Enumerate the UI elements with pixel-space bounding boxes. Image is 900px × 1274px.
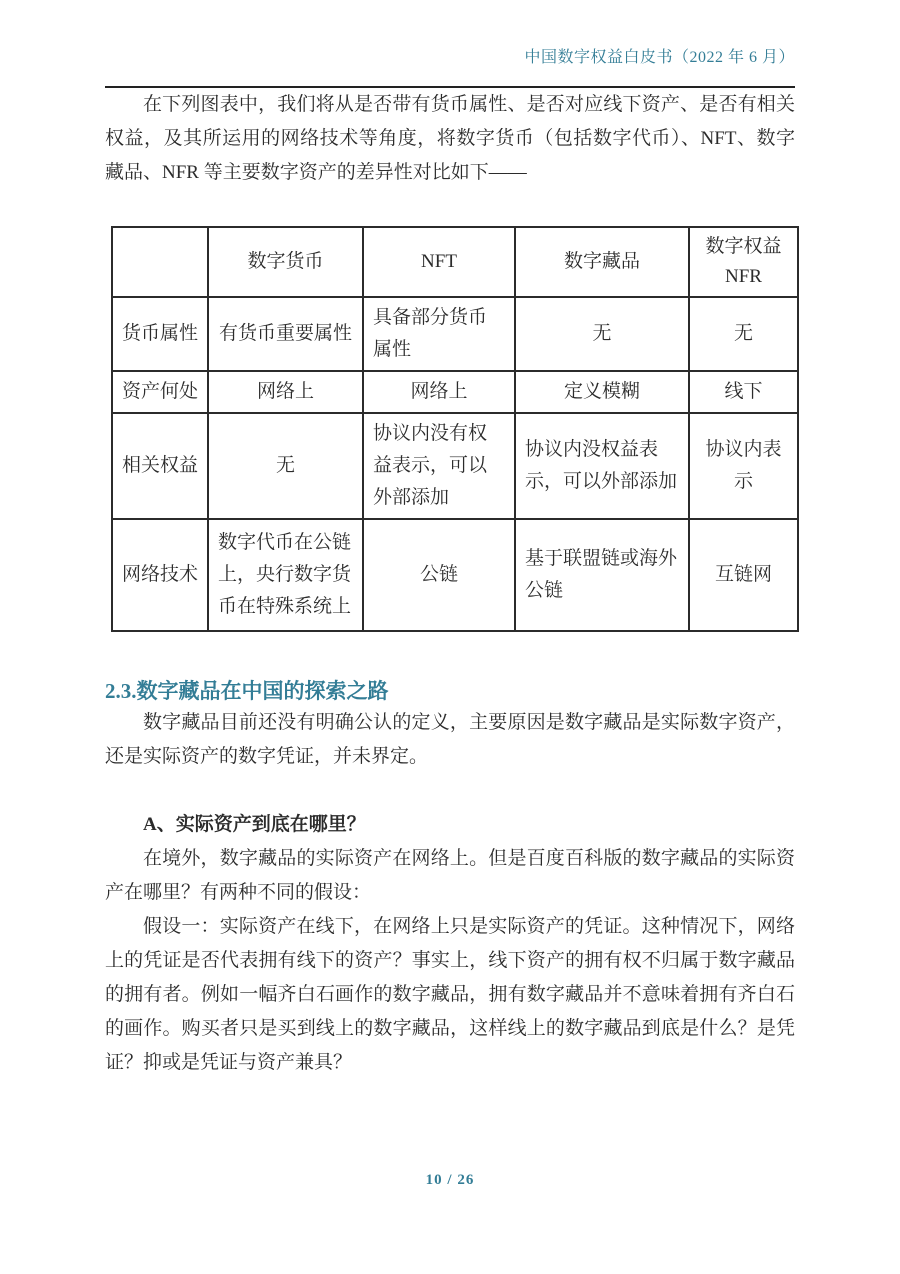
table-cell: 线下 — [689, 371, 798, 413]
table-cell: 无 — [515, 297, 689, 371]
table-header-row — [112, 227, 798, 297]
table-cell: 协议内没有权益表示，可以外部添加 — [363, 413, 515, 519]
corner-cell — [112, 227, 208, 297]
table-row — [112, 413, 798, 519]
table-cell: 数字代币在公链上，央行数字货币在特殊系统上 — [208, 519, 363, 631]
table-cell: 互链网 — [689, 519, 798, 631]
row-label-related-rights: 相关权益 — [112, 413, 208, 519]
table-cell: 协议内没权益表示，可以外部添加 — [515, 413, 689, 519]
column-header-nft: NFT — [363, 227, 515, 297]
table-cell: 公链 — [363, 519, 515, 631]
row-label-currency-attribute: 货币属性 — [112, 297, 208, 371]
table-cell: 无 — [689, 297, 798, 371]
subheading-a: A、实际资产到底在哪里？ — [143, 814, 366, 835]
column-header-nfr-line2: NFR — [725, 266, 762, 287]
row-label-asset-location: 资产何处 — [112, 371, 208, 413]
table-row — [112, 519, 798, 631]
table-cell: 基于联盟链或海外公链 — [515, 519, 689, 631]
table-cell: 无 — [208, 413, 363, 519]
column-header-nfr-line1: 数字权益 — [705, 236, 782, 257]
table-cell: 具备部分货币属性 — [363, 297, 515, 371]
table-row — [112, 371, 798, 413]
hypothesis-paragraph: 假设一：实际资产在线下，在网络上只是实际资产的凭证。这种情况下，网络上的凭证是否代表拥有线下的资产？事实上，线下资产的拥有权不归属于数字藏品的拥有者。例如一幅齐白石画作的数字藏品，拥有数字藏品并不意味着拥有齐白石的画作。购买者只是买到线上的数字藏品，这样线上的数字藏品到底是什么？是凭证？抑或是凭证与资产兼具？ — [105, 916, 795, 1073]
intro-paragraph: 在下列图表中，我们将从是否带有货币属性、是否对应线下资产、是否有相关权益，及其所运用的网络技术等角度，将数字货币（包括数字代币）、NFT、数字藏品、NFR 等主要数字资产的差异性对比如下—— — [105, 94, 795, 183]
table-cell: 协议内表示 — [689, 413, 798, 519]
table-cell: 网络上 — [363, 371, 515, 413]
table-cell: 网络上 — [208, 371, 363, 413]
page-number: 10 / 26 — [425, 1172, 475, 1188]
page-header — [105, 46, 795, 70]
table-row — [112, 297, 798, 371]
column-header-nfr — [689, 227, 798, 297]
table-cell: 有货币重要属性 — [208, 297, 363, 371]
column-header-digital-currency: 数字货币 — [208, 227, 363, 297]
header-title: 中国数字权益白皮书（2022 年 6 月） — [524, 49, 795, 66]
table-cell: 定义模糊 — [515, 371, 689, 413]
overseas-paragraph: 在境外，数字藏品的实际资产在网络上。但是百度百科版的数字藏品的实际资产在哪里？有两种不同的假设： — [105, 848, 795, 903]
row-label-network-technology: 网络技术 — [112, 519, 208, 631]
column-header-digital-collectible: 数字藏品 — [515, 227, 689, 297]
section-paragraph: 数字藏品目前还没有明确公认的定义，主要原因是数字藏品是实际数字资产，还是实际资产的数字凭证，并未界定。 — [105, 712, 795, 767]
comparison-table — [111, 226, 799, 632]
section-heading: 2.3.数字藏品在中国的探索之路 — [105, 679, 389, 703]
